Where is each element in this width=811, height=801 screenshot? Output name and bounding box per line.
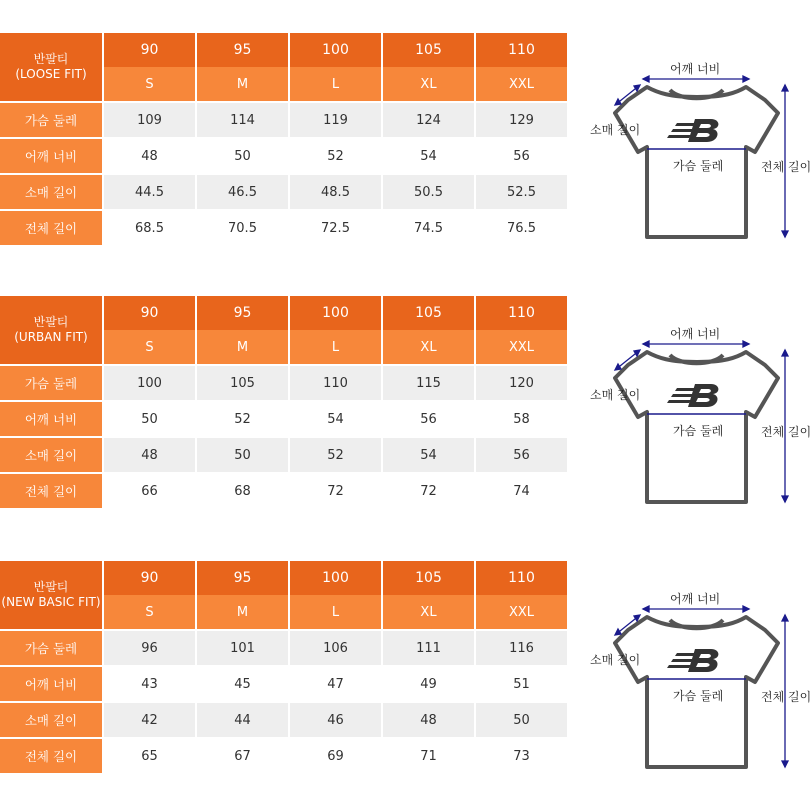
table-row (0, 175, 567, 209)
table-cell: 71 (383, 739, 474, 773)
table-cell: 50.5 (383, 175, 474, 209)
size-table-block (0, 561, 811, 801)
size-numeric-cell: 110 (476, 33, 567, 67)
row-label: 전체 길이 (0, 211, 102, 245)
total-length-label: 전체 길이 (761, 690, 811, 704)
table-cell: 54 (383, 438, 474, 472)
tshirt-measure-diagram (585, 575, 811, 775)
table-cell: 66 (104, 474, 195, 508)
table-cell: 106 (290, 631, 381, 665)
row-label: 소매 길이 (0, 703, 102, 737)
sleeve-length-label: 소매 길이 (590, 388, 641, 402)
table-cell: 48 (104, 438, 195, 472)
table-row (0, 366, 567, 400)
row-label: 어깨 너비 (0, 667, 102, 701)
table-cell: 52 (197, 402, 288, 436)
table-cell: 120 (476, 366, 567, 400)
table-cell: 46.5 (197, 175, 288, 209)
size-letter-cell: S (104, 595, 195, 629)
table-row (0, 211, 567, 245)
table-title: 반팔티 (33, 315, 69, 329)
header-row-numeric (0, 33, 567, 67)
table-cell: 109 (104, 103, 195, 137)
table-row (0, 139, 567, 173)
size-letter-cell: S (104, 67, 195, 101)
table-cell: 105 (197, 366, 288, 400)
size-table-block (0, 33, 811, 273)
table-row (0, 474, 567, 508)
size-numeric-cell: 95 (197, 33, 288, 67)
row-label: 소매 길이 (0, 438, 102, 472)
table-cell: 68 (197, 474, 288, 508)
size-table (0, 296, 569, 508)
table-cell: 54 (383, 139, 474, 173)
chest-label: 가슴 둘레 (673, 159, 724, 173)
size-numeric-cell: 105 (383, 561, 474, 595)
size-letter-cell: XL (383, 330, 474, 364)
table-cell: 54 (290, 402, 381, 436)
collar (670, 355, 723, 363)
size-numeric-cell: 90 (104, 296, 195, 330)
size-numeric-cell: 110 (476, 561, 567, 595)
table-cell: 46 (290, 703, 381, 737)
table-subtitle: (LOOSE FIT) (15, 67, 87, 81)
size-letter-cell: L (290, 595, 381, 629)
size-letter-cell: M (197, 330, 288, 364)
table-cell: 48 (104, 139, 195, 173)
table-cell: 72 (383, 474, 474, 508)
table-cell: 52.5 (476, 175, 567, 209)
table-row (0, 703, 567, 737)
table-cell: 58 (476, 402, 567, 436)
row-label: 어깨 너비 (0, 139, 102, 173)
chest-label: 가슴 둘레 (673, 689, 724, 703)
table-cell: 101 (197, 631, 288, 665)
table-cell: 119 (290, 103, 381, 137)
table-row (0, 402, 567, 436)
size-letter-cell: S (104, 330, 195, 364)
table-cell: 74.5 (383, 211, 474, 245)
table-title: 반팔티 (33, 580, 69, 594)
row-label: 전체 길이 (0, 474, 102, 508)
size-letter-cell: XL (383, 67, 474, 101)
table-cell: 45 (197, 667, 288, 701)
size-numeric-cell: 100 (290, 561, 381, 595)
table-subtitle: (URBAN FIT) (14, 330, 88, 344)
table-cell: 124 (383, 103, 474, 137)
table-row (0, 667, 567, 701)
row-label: 가슴 둘레 (0, 631, 102, 665)
table-title-cell (0, 296, 102, 364)
table-cell: 100 (104, 366, 195, 400)
total-length-label: 전체 길이 (761, 425, 811, 439)
table-cell: 74 (476, 474, 567, 508)
table-row (0, 739, 567, 773)
table-cell: 52 (290, 438, 381, 472)
shoulder-width-label: 어깨 너비 (670, 327, 721, 341)
table-cell: 50 (476, 703, 567, 737)
size-letter-cell: XXL (476, 595, 567, 629)
table-cell: 47 (290, 667, 381, 701)
chest-label: 가슴 둘레 (673, 424, 724, 438)
total-length-label: 전체 길이 (761, 160, 811, 174)
shoulder-width-label: 어깨 너비 (670, 62, 721, 76)
size-table-block (0, 296, 811, 536)
table-cell: 67 (197, 739, 288, 773)
table-cell: 44 (197, 703, 288, 737)
table-title: 반팔티 (33, 52, 69, 66)
table-cell: 49 (383, 667, 474, 701)
size-table (0, 33, 569, 245)
size-numeric-cell: 110 (476, 296, 567, 330)
row-label: 가슴 둘레 (0, 103, 102, 137)
table-title-cell (0, 33, 102, 101)
size-letter-cell: L (290, 67, 381, 101)
collar (670, 90, 723, 98)
size-letter-cell: M (197, 595, 288, 629)
table-cell: 43 (104, 667, 195, 701)
table-cell: 69 (290, 739, 381, 773)
row-label: 어깨 너비 (0, 402, 102, 436)
size-numeric-cell: 90 (104, 561, 195, 595)
table-cell: 65 (104, 739, 195, 773)
tshirt-measure-diagram (585, 45, 811, 245)
header-row-numeric (0, 296, 567, 330)
table-cell: 73 (476, 739, 567, 773)
table-cell: 56 (476, 438, 567, 472)
table-cell: 44.5 (104, 175, 195, 209)
sleeve-length-label: 소매 길이 (590, 123, 641, 137)
table-row (0, 438, 567, 472)
table-cell: 70.5 (197, 211, 288, 245)
table-cell: 56 (476, 139, 567, 173)
table-cell: 51 (476, 667, 567, 701)
table-cell: 96 (104, 631, 195, 665)
table-cell: 115 (383, 366, 474, 400)
row-label: 가슴 둘레 (0, 366, 102, 400)
table-cell: 116 (476, 631, 567, 665)
table-cell: 48 (383, 703, 474, 737)
table-cell: 68.5 (104, 211, 195, 245)
row-label: 전체 길이 (0, 739, 102, 773)
table-cell: 56 (383, 402, 474, 436)
shoulder-width-label: 어깨 너비 (670, 592, 721, 606)
table-cell: 72.5 (290, 211, 381, 245)
tshirt-measure-diagram (585, 310, 811, 510)
size-letter-cell: XXL (476, 330, 567, 364)
size-numeric-cell: 105 (383, 33, 474, 67)
table-cell: 129 (476, 103, 567, 137)
size-numeric-cell: 95 (197, 561, 288, 595)
size-numeric-cell: 105 (383, 296, 474, 330)
table-cell: 114 (197, 103, 288, 137)
size-table (0, 561, 569, 773)
table-title-cell (0, 561, 102, 629)
size-numeric-cell: 95 (197, 296, 288, 330)
table-cell: 76.5 (476, 211, 567, 245)
row-label: 소매 길이 (0, 175, 102, 209)
table-cell: 42 (104, 703, 195, 737)
size-letter-cell: M (197, 67, 288, 101)
table-cell: 50 (197, 438, 288, 472)
table-row (0, 631, 567, 665)
size-numeric-cell: 90 (104, 33, 195, 67)
table-cell: 111 (383, 631, 474, 665)
header-row-numeric (0, 561, 567, 595)
size-letter-cell: L (290, 330, 381, 364)
table-cell: 110 (290, 366, 381, 400)
table-subtitle: (NEW BASIC FIT) (1, 595, 101, 609)
table-cell: 50 (104, 402, 195, 436)
collar (670, 620, 723, 628)
table-cell: 48.5 (290, 175, 381, 209)
sleeve-length-label: 소매 길이 (590, 653, 641, 667)
size-letter-cell: XXL (476, 67, 567, 101)
size-numeric-cell: 100 (290, 296, 381, 330)
table-cell: 50 (197, 139, 288, 173)
size-numeric-cell: 100 (290, 33, 381, 67)
size-letter-cell: XL (383, 595, 474, 629)
table-cell: 52 (290, 139, 381, 173)
table-row (0, 103, 567, 137)
table-cell: 72 (290, 474, 381, 508)
